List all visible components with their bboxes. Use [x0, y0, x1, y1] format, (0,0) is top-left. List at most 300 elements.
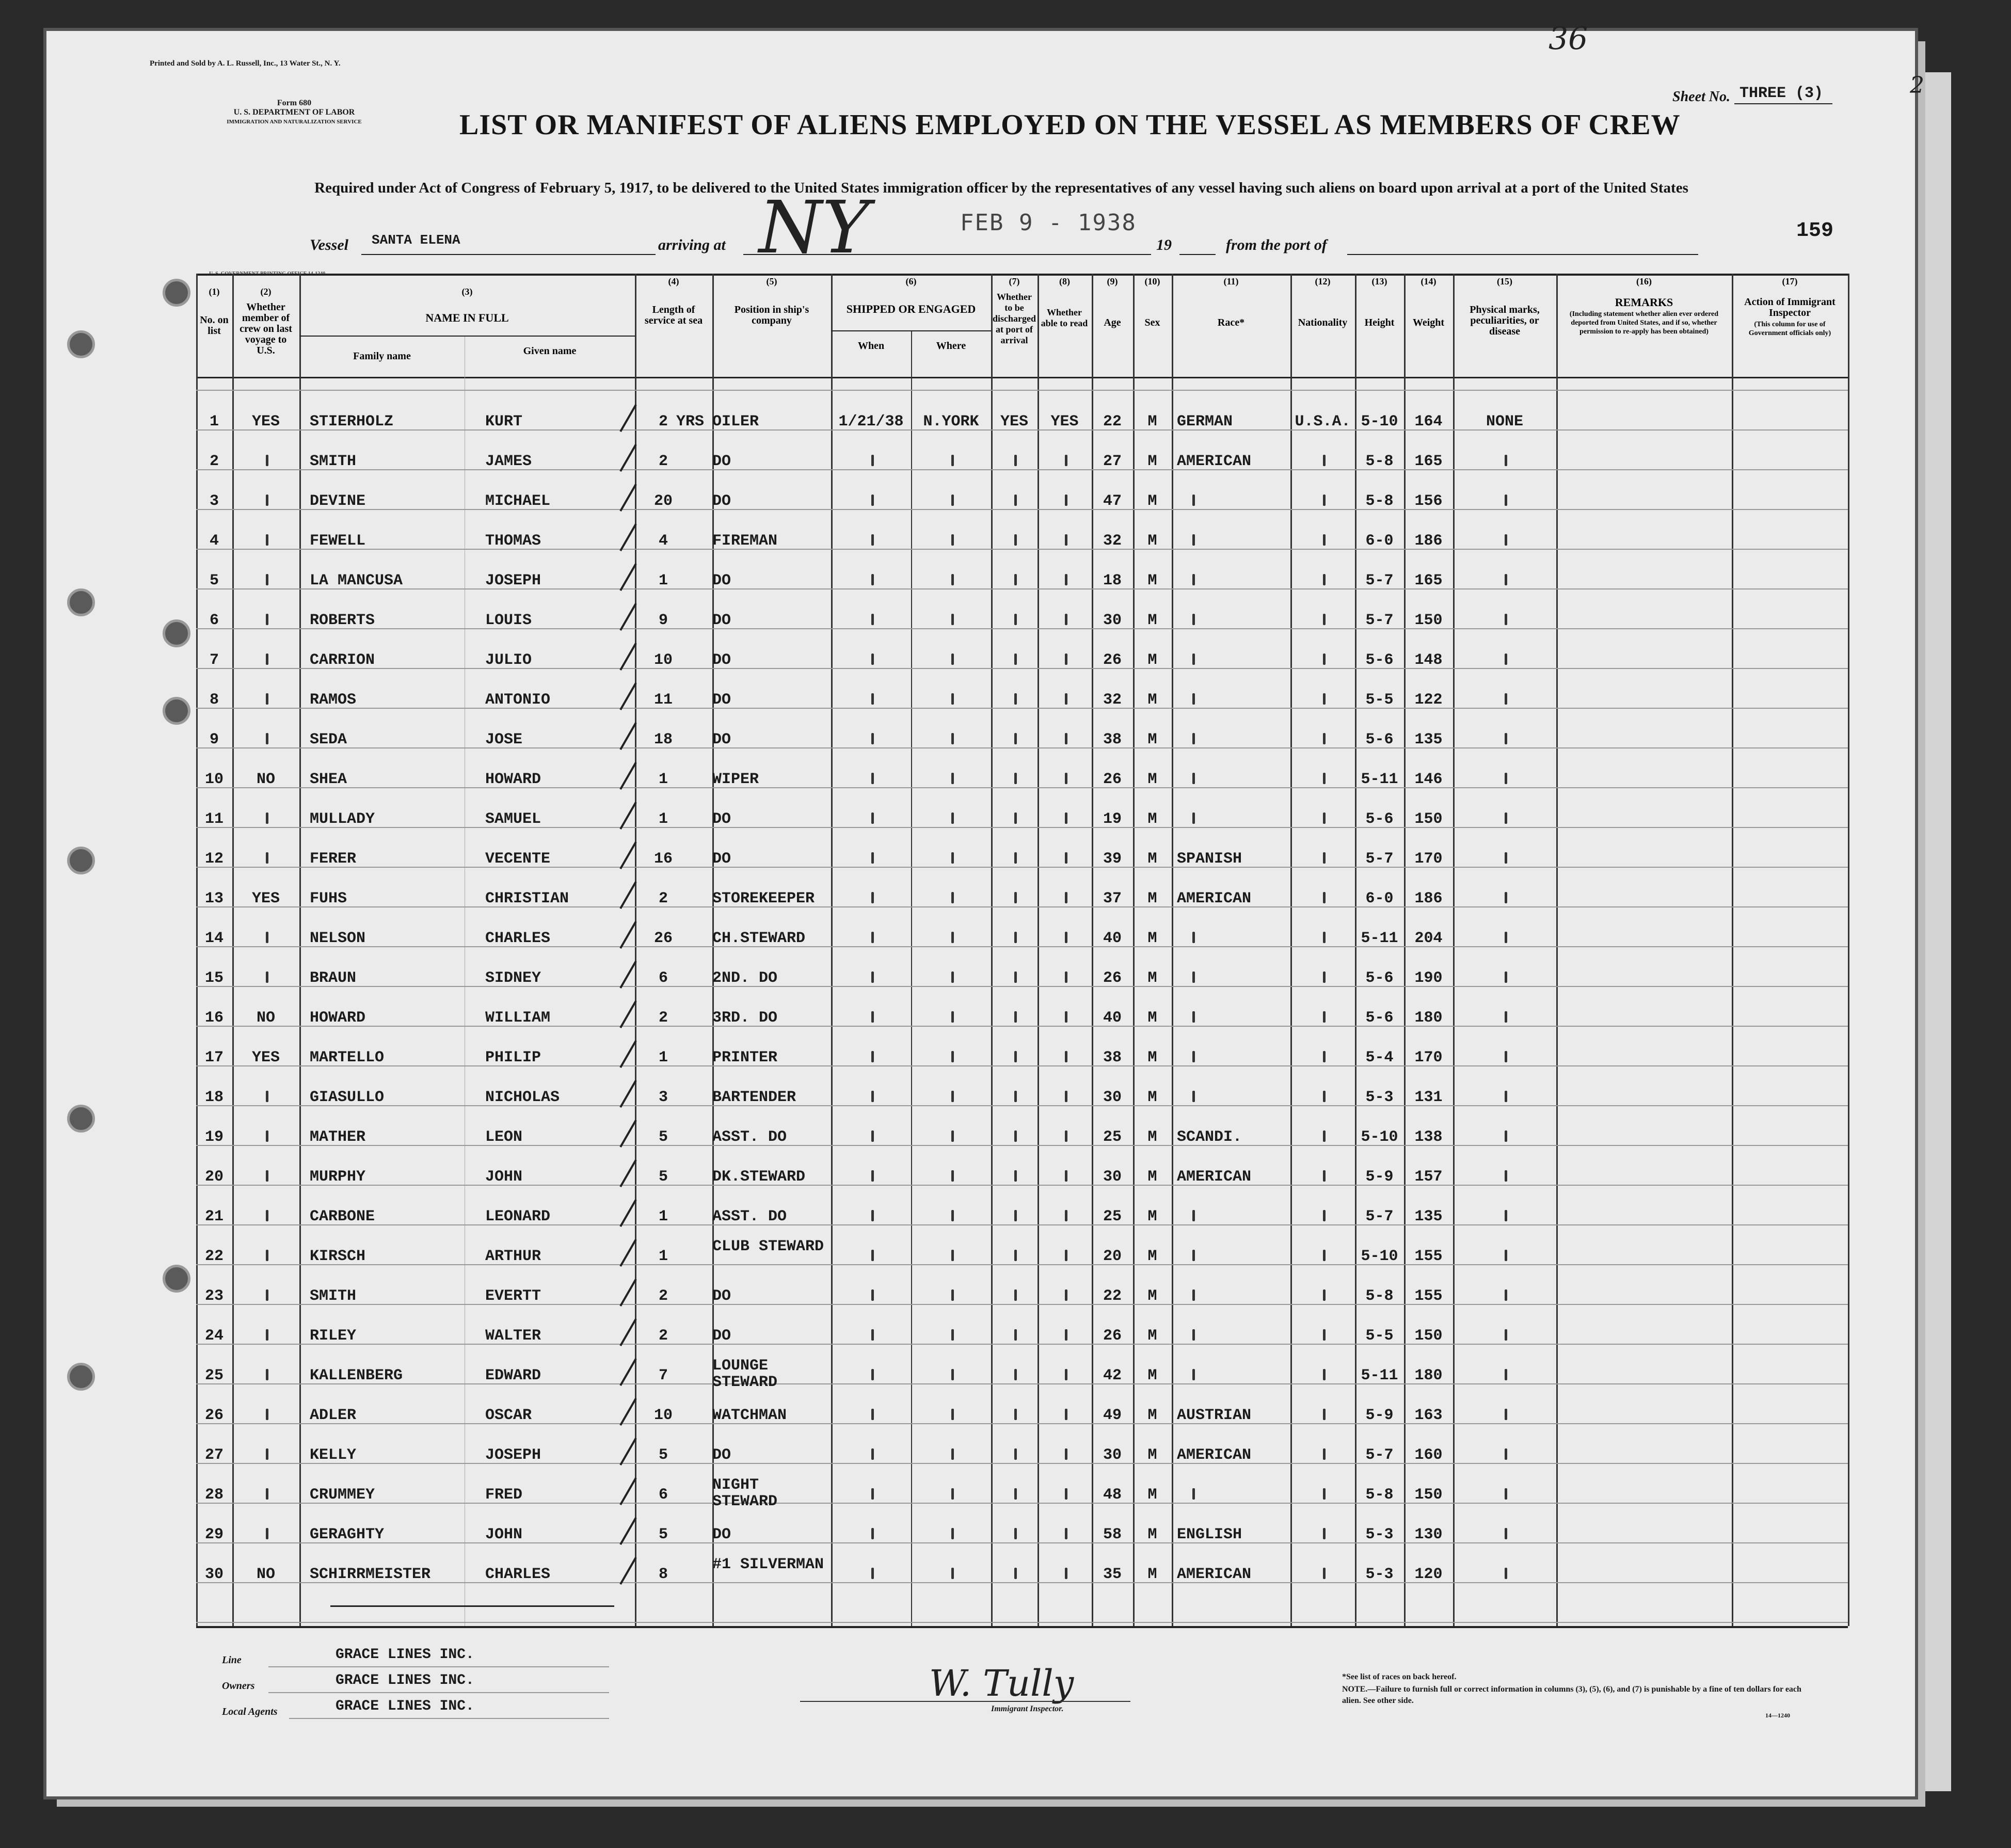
cell-service: 9 — [658, 612, 668, 629]
ditto-mark — [1323, 1170, 1326, 1182]
ditto-mark — [871, 1250, 874, 1261]
ditto-mark — [1505, 534, 1507, 546]
cell-position: LOUNGE STEWARD — [712, 1357, 778, 1391]
cell-family: DEVINE — [310, 492, 366, 510]
cell-weight: 165 — [1414, 453, 1443, 470]
ditto-mark — [871, 1448, 874, 1460]
col-16-num: (16) — [1636, 276, 1652, 286]
cell-service: 3 — [658, 1089, 668, 1106]
ditto-mark — [266, 1130, 268, 1142]
cell-weight: 150 — [1414, 1327, 1443, 1345]
cell-service: 26 — [653, 930, 673, 947]
cell-sex: M — [1147, 890, 1157, 907]
col-16-header: REMARKS — [1615, 296, 1673, 309]
ditto-mark — [871, 455, 874, 466]
cell-service: 1 — [658, 771, 668, 788]
cell-position: DO — [712, 691, 731, 709]
ditto-mark — [871, 1091, 874, 1102]
cell-race: AUSTRIAN — [1177, 1407, 1252, 1424]
ditto-mark — [1323, 1488, 1326, 1500]
cell-height: 5-7 — [1365, 1208, 1394, 1225]
ditto-mark — [951, 852, 954, 864]
col-8-num: (8) — [1059, 276, 1070, 286]
cell-age: 37 — [1103, 890, 1122, 907]
cell-position: #1 SILVERMAN — [712, 1556, 824, 1573]
cell-family: MARTELLO — [310, 1049, 385, 1066]
ditto-mark — [1014, 1488, 1017, 1500]
ditto-mark — [951, 971, 954, 983]
cell-weight: 148 — [1414, 651, 1443, 669]
ditto-mark — [1505, 1329, 1507, 1341]
ditto-mark — [871, 1409, 874, 1420]
cell-no: 2 — [209, 453, 219, 470]
cell-position: DO — [712, 612, 731, 629]
ditto-mark — [1014, 614, 1017, 625]
ditto-mark — [1192, 1488, 1195, 1500]
col-1-num: (1) — [209, 286, 220, 297]
cell-race: SCANDI. — [1177, 1128, 1242, 1146]
ditto-mark — [1192, 1289, 1195, 1301]
ditto-mark — [871, 574, 874, 585]
cell-family: CARBONE — [310, 1208, 375, 1225]
cell-service: 5 — [658, 1526, 668, 1543]
cell-height: 5-8 — [1365, 1287, 1394, 1305]
cell-no: 11 — [204, 810, 224, 828]
ditto-mark — [951, 1488, 954, 1500]
ditto-mark — [1014, 892, 1017, 903]
ditto-mark — [1014, 733, 1017, 744]
cell-position: DO — [712, 1327, 731, 1345]
cell-given: NICHOLAS — [485, 1089, 560, 1106]
when-header: When — [857, 340, 885, 352]
owners-underline — [268, 1692, 609, 1693]
cell-position: FIREMAN — [712, 532, 778, 550]
where-header: Where — [936, 340, 966, 352]
ditto-mark — [871, 1369, 874, 1380]
col-9-header: Age — [1104, 317, 1121, 328]
ditto-mark — [1505, 1130, 1507, 1142]
cell-service: 4 — [658, 532, 668, 550]
year-label: 19 — [1156, 236, 1172, 253]
cell-given: FRED — [485, 1486, 523, 1504]
ditto-mark — [1065, 574, 1067, 585]
col-3-num: (3) — [461, 286, 473, 297]
vessel-underline — [361, 254, 656, 255]
ditto-mark — [951, 1051, 954, 1062]
ditto-mark — [1014, 971, 1017, 983]
cell-age: 25 — [1103, 1128, 1122, 1146]
cell-position: DO — [712, 731, 731, 748]
ditto-mark — [1192, 614, 1195, 625]
cell-position: ASST. DO — [712, 1208, 787, 1225]
cell-sex: M — [1147, 1287, 1157, 1305]
cell-age: 26 — [1103, 1327, 1122, 1345]
ditto-mark — [266, 1528, 268, 1539]
ditto-mark — [1014, 1170, 1017, 1182]
ditto-mark — [1505, 654, 1507, 665]
cell-no: 15 — [204, 969, 224, 987]
cell-service: 1 — [658, 1248, 668, 1265]
ditto-mark — [1505, 1409, 1507, 1420]
cell-age: 30 — [1103, 1168, 1122, 1186]
cell-weight: 135 — [1414, 1208, 1443, 1225]
cell-service: 8 — [658, 1566, 668, 1583]
cell-service: 2 — [658, 453, 668, 470]
cell-height: 5-10 — [1361, 1248, 1398, 1265]
owners-value: GRACE LINES INC. — [336, 1672, 474, 1688]
cell-position: CH.STEWARD — [712, 930, 806, 947]
ditto-mark — [1065, 1528, 1067, 1539]
ditto-mark — [951, 932, 954, 943]
binder-hole — [163, 279, 190, 307]
ditto-mark — [1505, 1289, 1507, 1301]
ditto-mark — [1065, 1448, 1067, 1460]
ditto-mark — [1014, 1369, 1017, 1380]
col-2-header: Whether member of crew on last voyage to U.S. — [240, 301, 292, 356]
cell-given: SAMUEL — [485, 810, 541, 828]
cell-no: 16 — [204, 1009, 224, 1027]
cell-sex: M — [1147, 612, 1157, 629]
cell-height: 5-6 — [1365, 810, 1394, 828]
ditto-mark — [1014, 932, 1017, 943]
cell-family: RILEY — [310, 1327, 357, 1345]
ditto-mark — [266, 495, 268, 506]
ditto-mark — [266, 1448, 268, 1460]
cell-no: 26 — [204, 1407, 224, 1424]
cell-given: JOSEPH — [485, 572, 541, 590]
cell-family: MULLADY — [310, 810, 375, 828]
col-17-header: Action of Immigrant Inspector — [1744, 296, 1836, 318]
col-2-num: (2) — [260, 286, 272, 297]
cell-position: DO — [712, 651, 731, 669]
ditto-mark — [1323, 1409, 1326, 1420]
cell-family: ADLER — [310, 1407, 357, 1424]
ditto-mark — [951, 1329, 954, 1341]
cell-age: 42 — [1103, 1367, 1122, 1384]
cell-read: YES — [1050, 413, 1079, 431]
ditto-mark — [871, 1528, 874, 1539]
ditto-mark — [951, 892, 954, 903]
ditto-mark — [1065, 1091, 1067, 1102]
cell-weight: 164 — [1414, 413, 1443, 431]
cell-age: 30 — [1103, 612, 1122, 629]
cell-age: 48 — [1103, 1486, 1122, 1504]
cell-weight: 170 — [1414, 850, 1443, 868]
ditto-mark — [1014, 1250, 1017, 1261]
cell-age: 47 — [1103, 492, 1122, 510]
ditto-mark — [1323, 614, 1326, 625]
col-11-num: (11) — [1223, 276, 1239, 286]
cell-age: 38 — [1103, 731, 1122, 748]
cell-service: 7 — [658, 1367, 668, 1384]
ditto-mark — [1323, 1448, 1326, 1460]
cell-position: DO — [712, 453, 731, 470]
cell-service: 1 — [658, 810, 668, 828]
cell-sex: M — [1147, 969, 1157, 987]
binder-hole — [67, 1363, 95, 1391]
cell-service: 20 — [653, 492, 673, 510]
cell-position: OILER — [712, 413, 759, 431]
ditto-mark — [871, 1011, 874, 1023]
department: U. S. DEPARTMENT OF LABOR — [233, 108, 355, 117]
ditto-mark — [1323, 892, 1326, 903]
ditto-mark — [1065, 1051, 1067, 1062]
cell-family: RAMOS — [310, 691, 357, 709]
ditto-mark — [871, 932, 874, 943]
cell-weight: 163 — [1414, 1407, 1443, 1424]
cell-service: 2 — [658, 1287, 668, 1305]
column-rule — [911, 330, 912, 1626]
ditto-mark — [1065, 614, 1067, 625]
cell-no: 22 — [204, 1248, 224, 1265]
cell-sex: M — [1147, 1367, 1157, 1384]
cell-service: 10 — [653, 651, 673, 669]
page-title: LIST OR MANIFEST OF ALIENS EMPLOYED ON THE VESSEL AS MEMBERS OF CREW — [459, 109, 1681, 141]
line-underline — [268, 1666, 609, 1667]
col-5-num: (5) — [766, 276, 777, 286]
cell-service-unit: YRS — [676, 413, 705, 431]
sheet-number: THREE (3) — [1739, 85, 1824, 102]
ditto-mark — [1065, 1409, 1067, 1420]
ditto-mark — [266, 852, 268, 864]
cell-position: ASST. DO — [712, 1128, 787, 1146]
cell-family: SMITH — [310, 453, 357, 470]
ditto-mark — [266, 534, 268, 546]
cell-age: 30 — [1103, 1446, 1122, 1464]
vessel-label: Vessel — [310, 236, 348, 253]
cell-sex: M — [1147, 1327, 1157, 1345]
ditto-mark — [871, 813, 874, 824]
ditto-mark — [266, 1409, 268, 1420]
ditto-mark — [871, 1568, 874, 1579]
cell-height: 5-10 — [1361, 1128, 1398, 1146]
cell-service: 5 — [658, 1128, 668, 1146]
cell-given: JOHN — [485, 1168, 523, 1186]
ditto-mark — [951, 654, 954, 665]
cell-position: 3RD. DO — [712, 1009, 778, 1027]
cell-family: KALLENBERG — [310, 1367, 403, 1384]
cell-given: WILLIAM — [485, 1009, 551, 1027]
ditto-mark — [1014, 1528, 1017, 1539]
cell-position: WIPER — [712, 771, 759, 788]
cell-service: 10 — [653, 1407, 673, 1424]
cell-sex: M — [1147, 1486, 1157, 1504]
cell-sex: M — [1147, 850, 1157, 868]
ditto-mark — [1014, 1011, 1017, 1023]
ditto-mark — [1505, 574, 1507, 585]
ditto-mark — [871, 733, 874, 744]
cell-sex: M — [1147, 1049, 1157, 1066]
col-6-num: (6) — [905, 276, 917, 286]
row-rule — [196, 1622, 1848, 1623]
col-15-num: (15) — [1497, 276, 1512, 286]
cell-service: 5 — [658, 1168, 668, 1186]
cell-race: GERMAN — [1177, 413, 1233, 431]
col-1-header: No. on list — [200, 314, 229, 337]
cell-weight: 150 — [1414, 810, 1443, 828]
ditto-mark — [871, 693, 874, 705]
col-8-header: Whether able to read — [1041, 307, 1088, 328]
ditto-mark — [1505, 852, 1507, 864]
ditto-mark — [871, 654, 874, 665]
ditto-mark — [1192, 813, 1195, 824]
ditto-mark — [1014, 773, 1017, 784]
cell-race: AMERICAN — [1177, 453, 1252, 470]
ditto-mark — [1192, 1051, 1195, 1062]
cell-family: CARRION — [310, 651, 375, 669]
ditto-mark — [1323, 852, 1326, 864]
cell-family: KELLY — [310, 1446, 357, 1464]
cell-family: ROBERTS — [310, 612, 375, 629]
cell-service: 11 — [653, 691, 673, 709]
cell-sex: M — [1147, 1128, 1157, 1146]
cell-age: 58 — [1103, 1526, 1122, 1543]
cell-weight: 122 — [1414, 691, 1443, 709]
ditto-mark — [1065, 654, 1067, 665]
col-17-note: (This column for use of Government officials only) — [1748, 321, 1831, 337]
cell-position: DO — [712, 1526, 731, 1543]
ditto-mark — [951, 1409, 954, 1420]
sheet-label: Sheet No. — [1672, 89, 1730, 105]
ditto-mark — [951, 1170, 954, 1182]
ditto-mark — [1014, 495, 1017, 506]
ditto-mark — [1065, 1369, 1067, 1380]
cell-height: 5-11 — [1361, 1367, 1398, 1384]
ditto-mark — [266, 733, 268, 744]
ditto-mark — [1065, 1210, 1067, 1221]
cell-weight: 146 — [1414, 771, 1443, 788]
cell-weight: 186 — [1414, 532, 1443, 550]
cell-height: 5-3 — [1365, 1566, 1394, 1583]
form-code: 14—1240 — [1765, 1712, 1790, 1719]
ditto-mark — [1065, 813, 1067, 824]
form-number: Form 680 — [277, 99, 312, 107]
cell-height: 5-8 — [1365, 492, 1394, 510]
arriving-underline — [743, 254, 1151, 255]
ditto-mark — [1505, 1448, 1507, 1460]
binder-hole — [67, 330, 95, 358]
ditto-mark — [1323, 1568, 1326, 1579]
cell-given: LOUIS — [485, 612, 532, 629]
ditto-mark — [1014, 1409, 1017, 1420]
ditto-mark — [871, 534, 874, 546]
col-3-header: NAME IN FULL — [425, 311, 509, 324]
ditto-mark — [266, 574, 268, 585]
ditto-mark — [266, 1091, 268, 1102]
cell-age: 26 — [1103, 651, 1122, 669]
ditto-mark — [871, 1329, 874, 1341]
cell-family: NELSON — [310, 930, 366, 947]
cell-family: MURPHY — [310, 1168, 366, 1186]
ditto-mark — [1323, 574, 1326, 585]
ditto-mark — [1014, 1568, 1017, 1579]
cell-height: 6-0 — [1365, 890, 1394, 907]
cell-age: 27 — [1103, 453, 1122, 470]
ditto-mark — [1192, 574, 1195, 585]
inspector-signature: W. Tully — [929, 1662, 1074, 1704]
cell-given: OSCAR — [485, 1407, 532, 1424]
ditto-mark — [266, 1329, 268, 1341]
cell-service: 2 — [658, 413, 668, 431]
from-port-label: from the port of — [1226, 236, 1327, 253]
cell-age: 25 — [1103, 1208, 1122, 1225]
cell-height: 5-3 — [1365, 1089, 1394, 1106]
cell-sex: M — [1147, 930, 1157, 947]
col-4-header: Length of service at sea — [644, 304, 703, 326]
cell-weight: 165 — [1414, 572, 1443, 590]
cell-family: SCHIRRMEISTER — [310, 1566, 431, 1583]
cell-weight: 135 — [1414, 731, 1443, 748]
family-name-header: Family name — [353, 351, 411, 362]
ditto-mark — [951, 455, 954, 466]
ditto-mark — [1014, 693, 1017, 705]
ditto-mark — [1505, 1528, 1507, 1539]
cell-family: SEDA — [310, 731, 347, 748]
cell-no: 3 — [209, 492, 219, 510]
ditto-mark — [1192, 495, 1195, 506]
cell-height: 5-6 — [1365, 731, 1394, 748]
ditto-mark — [871, 1488, 874, 1500]
cell-family: SHEA — [310, 771, 347, 788]
cell-no: 27 — [204, 1446, 224, 1464]
ditto-mark — [1014, 813, 1017, 824]
cell-height: 5-3 — [1365, 1526, 1394, 1543]
cell-height: 5-7 — [1365, 850, 1394, 868]
cell-position: DK.STEWARD — [712, 1168, 806, 1186]
cell-when: 1/21/38 — [838, 413, 904, 431]
ditto-mark — [1505, 455, 1507, 466]
ditto-mark — [1323, 1289, 1326, 1301]
cell-weight: 160 — [1414, 1446, 1443, 1464]
cell-height: 5-5 — [1365, 1327, 1394, 1345]
cell-service: 1 — [658, 1049, 668, 1066]
ditto-mark — [1065, 534, 1067, 546]
cell-position: CLUB STEWARD — [712, 1238, 824, 1255]
cell-given: HOWARD — [485, 771, 541, 788]
cell-age: 20 — [1103, 1248, 1122, 1265]
cell-age: 19 — [1103, 810, 1122, 828]
col-14-header: Weight — [1412, 317, 1445, 328]
cell-family: KIRSCH — [310, 1248, 366, 1265]
cell-weight: 157 — [1414, 1168, 1443, 1186]
cell-sex: M — [1147, 1089, 1157, 1106]
ditto-mark — [1065, 1289, 1067, 1301]
ditto-mark — [1505, 1568, 1507, 1579]
col-9-num: (9) — [1107, 276, 1118, 286]
cell-given: ARTHUR — [485, 1248, 541, 1265]
ditto-mark — [1192, 1091, 1195, 1102]
cell-service: 2 — [658, 890, 668, 907]
cell-position: STOREKEEPER — [712, 890, 815, 907]
cell-weight: 170 — [1414, 1049, 1443, 1066]
cell-height: 5-7 — [1365, 1446, 1394, 1464]
cell-no: 4 — [209, 532, 219, 550]
cell-position: DO — [712, 572, 731, 590]
page-subtitle: Required under Act of Congress of February 5, 1917, to be delivered to the United States immigration officer by the representatives of any vessel having such aliens on board upon arrival at a port of the United States — [314, 180, 1688, 196]
cell-family: FUHS — [310, 890, 347, 907]
cell-no: 9 — [209, 731, 219, 748]
cell-height: 5-7 — [1365, 572, 1394, 590]
col-16-note: (Including statement whether alien ever ordered deported from United States, and if so, whether permission to re-apply has been obtained) — [1569, 310, 1719, 336]
given-name-header: Given name — [523, 345, 577, 357]
cell-last: NO — [256, 1009, 275, 1027]
ditto-mark — [1323, 1528, 1326, 1539]
cell-height: 5-4 — [1365, 1049, 1394, 1066]
cell-no: 1 — [209, 413, 219, 431]
cell-service: 6 — [658, 1486, 668, 1504]
cell-last: YES — [251, 413, 280, 431]
cell-sex: M — [1147, 1446, 1157, 1464]
